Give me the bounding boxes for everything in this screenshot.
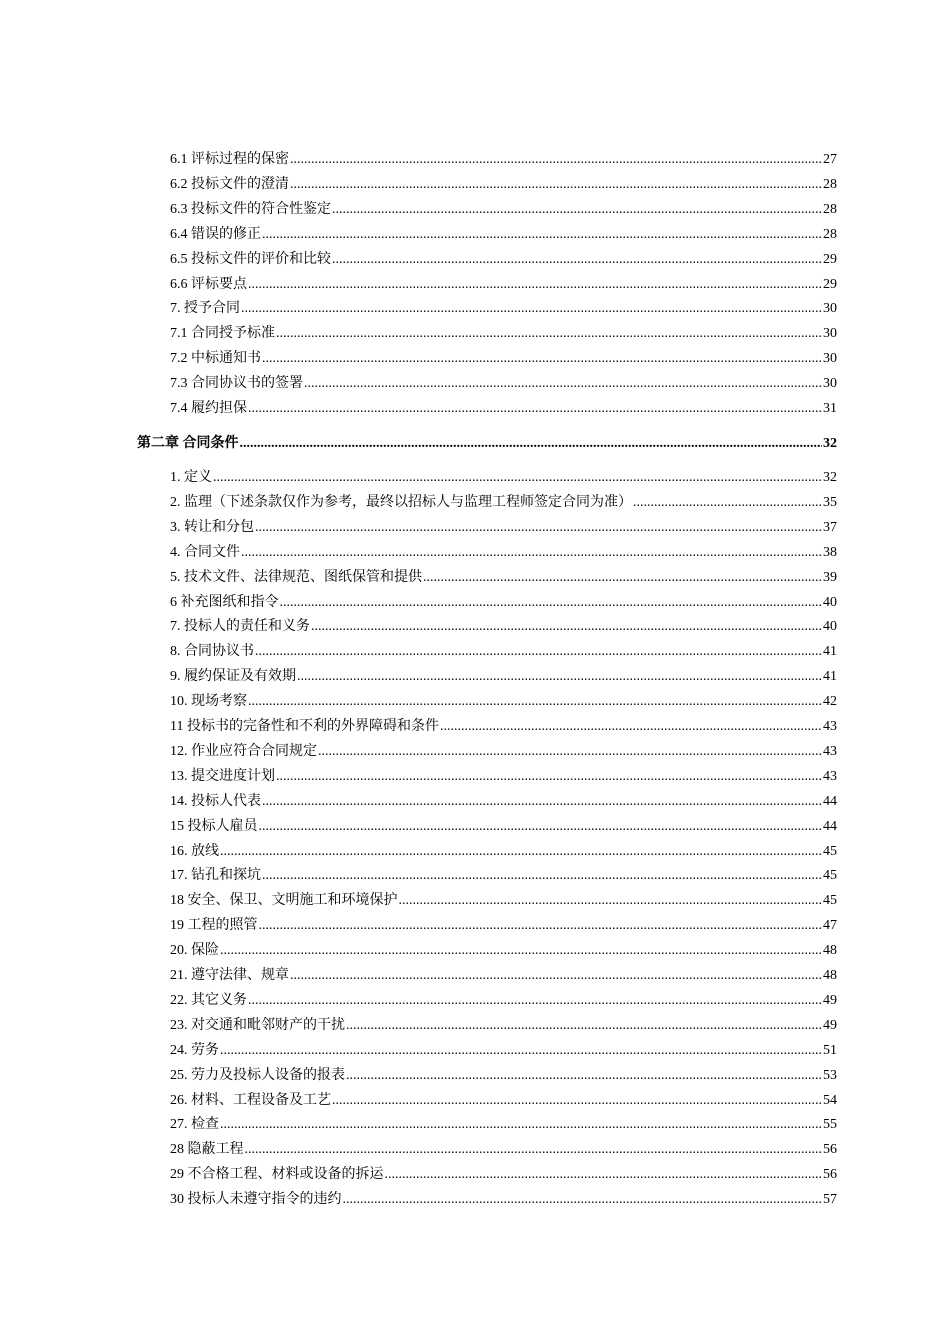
toc-page-number: 44 (823, 818, 837, 834)
toc-entry[interactable] (170, 817, 837, 837)
toc-page-number: 37 (823, 519, 837, 535)
toc-entry[interactable] (170, 991, 837, 1011)
toc-page-number: 43 (823, 719, 837, 734)
toc-dot-leader (259, 916, 823, 936)
toc-dot-leader (262, 792, 822, 812)
toc-entry-title: 7.1 合同授予标准 (170, 326, 275, 342)
toc-dot-leader (241, 299, 822, 319)
toc-entry[interactable] (170, 1041, 837, 1061)
toc-entry-title: 7. 投标人的责任和义务 (170, 619, 310, 635)
toc-entry-title: 10. 现场考察 (170, 694, 247, 710)
toc-entry[interactable] (170, 792, 837, 812)
toc-page-number: 49 (823, 1017, 837, 1033)
toc-dot-leader (343, 1190, 823, 1210)
toc-page-number: 48 (823, 968, 837, 983)
toc-dot-leader (259, 817, 823, 837)
toc-dot-leader (220, 842, 822, 862)
toc-entry[interactable] (170, 767, 837, 787)
toc-page-number: 44 (823, 793, 837, 809)
toc-entry-title: 6 补充图纸和指令 (170, 594, 279, 610)
toc-entry-title: 27. 检查 (170, 1117, 219, 1133)
toc-dot-leader (240, 434, 823, 454)
toc-entry-title: 1. 定义 (170, 470, 212, 485)
toc-entry[interactable] (170, 842, 837, 862)
toc-dot-leader (220, 941, 822, 961)
toc-entry-title: 7.3 合同协议书的签署 (170, 376, 303, 392)
toc-entry-title: 22. 其它义务 (170, 992, 247, 1008)
toc-dot-leader (213, 468, 822, 488)
toc-entry[interactable] (170, 150, 837, 170)
toc-entry[interactable] (170, 568, 837, 588)
toc-entry-title: 5. 技术文件、法律规范、图纸保管和提供 (170, 569, 422, 585)
toc-entry[interactable] (170, 1066, 837, 1086)
toc-dot-leader (423, 568, 822, 588)
toc-entry-title: 15 投标人雇员 (170, 818, 258, 834)
toc-page-number: 40 (823, 619, 837, 635)
toc-page-number: 30 (823, 376, 837, 392)
toc-entry-title: 3. 转让和分包 (170, 519, 254, 535)
toc-entry[interactable] (170, 966, 837, 986)
toc-entry-title: 23. 对交通和毗邻财产的干扰 (170, 1017, 345, 1033)
toc-dot-leader (255, 518, 822, 538)
toc-entry[interactable] (170, 175, 837, 195)
toc-entry-title: 18 安全、保卫、文明施工和环境保护 (170, 893, 398, 909)
toc-page-number: 56 (823, 1167, 837, 1183)
toc-entry-title: 8. 合同协议书 (170, 644, 254, 660)
toc-entry-title: 26. 材料、工程设备及工艺 (170, 1092, 331, 1108)
toc-entry-title: 6.6 评标要点 (170, 276, 247, 292)
toc-entry[interactable] (170, 1016, 837, 1036)
toc-entry-title: 6.1 评标过程的保密 (170, 152, 289, 167)
toc-page-number: 39 (823, 569, 837, 585)
toc-dot-leader (440, 717, 822, 737)
toc-entry[interactable] (170, 617, 837, 637)
toc-dot-leader (399, 891, 823, 911)
toc-page-number: 51 (823, 1042, 837, 1058)
toc-entry-title: 25. 劳力及投标人设备的报表 (170, 1067, 345, 1083)
toc-entry-title: 第二章 合同条件 (137, 436, 239, 451)
toc-dot-leader (297, 667, 822, 687)
toc-page-number: 30 (823, 326, 837, 342)
toc-page-number: 48 (823, 943, 837, 959)
toc-entry-title: 28 隐蔽工程 (170, 1142, 244, 1158)
toc-entry[interactable] (170, 866, 837, 886)
toc-entry[interactable] (170, 1140, 837, 1160)
toc-page-number: 43 (823, 743, 837, 759)
toc-entry[interactable] (170, 717, 837, 737)
toc-page-number: 57 (823, 1192, 837, 1208)
toc-dot-leader (332, 200, 822, 220)
toc-dot-leader (332, 1091, 822, 1111)
toc-dot-leader (262, 225, 822, 245)
toc-dot-leader (346, 1016, 822, 1036)
toc-entry[interactable] (170, 1165, 837, 1185)
toc-entry-title: 7.2 中标通知书 (170, 351, 261, 367)
toc-page-number: 29 (823, 251, 837, 267)
toc-page-number: 27 (823, 152, 837, 167)
toc-entry[interactable] (170, 518, 837, 538)
toc-dot-leader (262, 349, 822, 369)
toc-page-number: 41 (823, 644, 837, 660)
toc-entry[interactable] (170, 543, 837, 563)
toc-entry-title: 14. 投标人代表 (170, 793, 261, 809)
toc-entry[interactable] (170, 593, 837, 613)
toc-page-number: 45 (823, 868, 837, 884)
toc-entry-title: 13. 提交进度计划 (170, 768, 275, 784)
toc-entry-title: 9. 履约保证及有效期 (170, 669, 296, 685)
toc-entry-title: 6.3 投标文件的符合性鉴定 (170, 201, 331, 217)
toc-entry[interactable] (170, 1091, 837, 1111)
toc-page-number: 43 (823, 768, 837, 784)
toc-page-number: 56 (823, 1142, 837, 1158)
toc-dot-leader (248, 399, 822, 419)
toc-entry[interactable] (170, 468, 837, 488)
toc-entry[interactable] (170, 250, 837, 270)
toc-entry-title: 12. 作业应符合合同规定 (170, 743, 317, 759)
toc-entry-title: 20. 保险 (170, 943, 219, 959)
toc-entry[interactable] (170, 493, 837, 513)
toc-entry[interactable] (170, 642, 837, 662)
toc-page-number: 30 (823, 351, 837, 367)
toc-entry[interactable] (170, 1115, 837, 1135)
toc-entry[interactable] (170, 225, 837, 245)
toc-dot-leader (633, 493, 822, 513)
toc-entry[interactable] (170, 200, 837, 220)
toc-dot-leader (311, 617, 822, 637)
toc-entry[interactable] (170, 667, 837, 687)
toc-dot-leader (290, 150, 822, 170)
toc-chapter-heading[interactable] (137, 434, 837, 454)
toc-dot-leader (220, 1115, 822, 1135)
toc-entry[interactable] (170, 1190, 837, 1210)
toc-dot-leader (276, 767, 822, 787)
toc-dot-leader (276, 324, 822, 344)
toc-page-number: 29 (823, 276, 837, 292)
toc-page-number: 31 (823, 401, 837, 416)
toc-page-number: 38 (823, 544, 837, 560)
toc-entry[interactable] (170, 399, 837, 419)
toc-entry-title: 7.4 履约担保 (170, 401, 247, 416)
toc-entry-title: 17. 钻孔和探坑 (170, 868, 261, 884)
toc-dot-leader (255, 642, 822, 662)
toc-entry-title: 11 投标书的完备性和不利的外界障碍和条件 (170, 719, 439, 734)
toc-entry[interactable] (170, 916, 837, 936)
toc-entry-title: 21. 遵守法律、规章 (170, 968, 289, 983)
toc-entry-title: 16. 放线 (170, 843, 219, 859)
toc-page-number: 54 (823, 1092, 837, 1108)
toc-entry[interactable] (170, 742, 837, 762)
toc-entry-title: 4. 合同文件 (170, 544, 240, 560)
toc-dot-leader (241, 543, 822, 563)
toc-page-number: 40 (823, 594, 837, 610)
toc-entry[interactable] (170, 275, 837, 295)
toc-dot-leader (248, 275, 822, 295)
toc-entry-title: 6.4 错误的修正 (170, 226, 261, 242)
toc-entry[interactable] (170, 374, 837, 394)
toc-entry[interactable] (170, 324, 837, 344)
toc-page-number: 49 (823, 992, 837, 1008)
toc-dot-leader (245, 1140, 823, 1160)
toc-dot-leader (346, 1066, 822, 1086)
toc-page-number: 53 (823, 1067, 837, 1083)
toc-dot-leader (248, 991, 822, 1011)
toc-entry-title: 29 不合格工程、材料或设备的拆运 (170, 1167, 384, 1183)
toc-dot-leader (332, 250, 822, 270)
toc-page-number: 42 (823, 694, 837, 710)
toc-entry-title: 7. 授予合同 (170, 301, 240, 317)
toc-entry-title: 19 工程的照管 (170, 918, 258, 934)
toc-page-number: 47 (823, 918, 837, 934)
toc-page-number: 32 (823, 470, 837, 485)
toc-entry-title: 6.2 投标文件的澄清 (170, 176, 289, 192)
toc-page-number: 45 (823, 893, 837, 909)
toc-dot-leader (290, 966, 822, 986)
toc-dot-leader (220, 1041, 822, 1061)
toc-entry[interactable] (170, 891, 837, 911)
toc-entry-title: 2. 监理（下述条款仅作为参考，最终以招标人与监理工程师签定合同为准） (170, 494, 632, 510)
toc-entry[interactable] (170, 941, 837, 961)
toc-page-number: 28 (823, 176, 837, 192)
toc-page-number: 30 (823, 301, 837, 317)
toc-page-number: 28 (823, 226, 837, 242)
toc-dot-leader (280, 593, 823, 613)
toc-dot-leader (262, 866, 822, 886)
toc-page-number: 32 (823, 436, 837, 451)
toc-entry[interactable] (170, 299, 837, 319)
toc-entry-title: 30 投标人未遵守指令的违约 (170, 1192, 342, 1208)
toc-page-number: 41 (823, 669, 837, 685)
toc-page-number: 45 (823, 843, 837, 859)
toc-dot-leader (248, 692, 822, 712)
toc-page-number: 55 (823, 1117, 837, 1133)
toc-dot-leader (290, 175, 822, 195)
toc-entry-title: 6.5 投标文件的评价和比较 (170, 251, 331, 267)
toc-entry-title: 24. 劳务 (170, 1042, 219, 1058)
toc-page-number: 35 (823, 494, 837, 510)
toc-dot-leader (304, 374, 822, 394)
toc-entry[interactable] (170, 349, 837, 369)
toc-entry[interactable] (170, 692, 837, 712)
toc-page-number: 28 (823, 201, 837, 217)
toc-dot-leader (385, 1165, 823, 1185)
toc-dot-leader (318, 742, 822, 762)
